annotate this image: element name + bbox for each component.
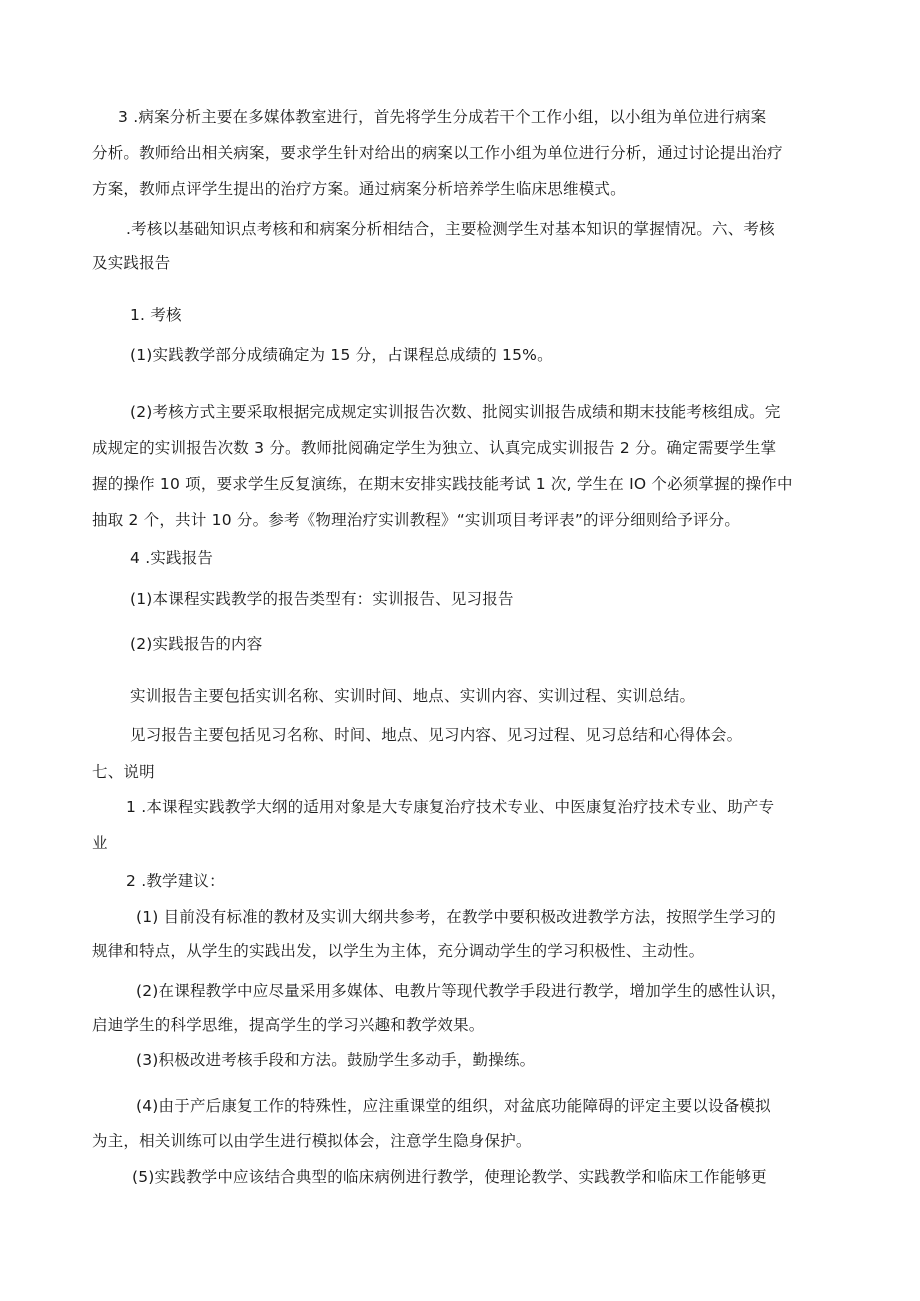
text-line: 为主，相关训练可以由学生进行模拟体会，注意学生隐身保护。 (92, 1132, 532, 1150)
heading-assessment: 1. 考核 (130, 306, 182, 324)
text-line: 业 (92, 834, 108, 852)
text-line: (2)在课程教学中应尽量采用多媒体、电教片等现代教学手段进行教学，增加学生的感性认识， (136, 982, 787, 1000)
text-line: 1 .本课程实践教学大纲的适用对象是大专康复治疗技术专业、中医康复治疗技术专业、助产专 (126, 798, 775, 816)
text-line: 及实践报告 (92, 254, 171, 272)
text-line: 规律和特点，从学生的实践出发，以学生为主体，充分调动学生的学习积极性、主动性。 (92, 942, 705, 960)
paragraph-suggestion-5: (5)实践教学中应该结合典型的临床病例进行教学，使理论教学、实践教学和临床工作能够更 (132, 1168, 767, 1186)
text-line: 3 .病案分析主要在多媒体教室进行，首先将学生分成若干个工作小组，以小组为单位进行病案 (118, 108, 767, 126)
text-line: 分析。教师给出相关病案，要求学生针对给出的病案以工作小组为单位进行分析，通过讨论提出治疗 (92, 144, 783, 162)
paragraph-report-types: (1)本课程实践教学的报告类型有：实训报告、见习报告 (130, 590, 514, 608)
heading-suggestions: 2 .教学建议： (126, 872, 225, 890)
paragraph-suggestion-3: (3)积极改进考核手段和方法。鼓励学生多动手，勤操练。 (136, 1051, 536, 1069)
paragraph-report-content: (2)实践报告的内容 (130, 635, 263, 653)
paragraph-score-ratio: (1)实践教学部分成绩确定为 15 分，占课程总成绩的 15%。 (130, 346, 553, 364)
paragraph-observation-report: 见习报告主要包括见习名称、时间、地点、见习内容、见习过程、见习总结和心得体会。 (130, 726, 743, 744)
text-line: (1) 目前没有标准的教材及实训大纲共参考，在教学中要积极改进教学方法，按照学生学习的 (136, 908, 776, 926)
text-line: (4)由于产后康复工作的特殊性，应注重课堂的组织，对盆底功能障碍的评定主要以设备模拟 (136, 1097, 771, 1115)
text-line: .考核以基础知识点考核和和病案分析相结合，主要检测学生对基本知识的掌握情况。六、考核 (126, 220, 775, 238)
heading-notes: 七、说明 (92, 763, 155, 781)
text-line: 抽取 2 个，共计 10 分。参考《物理治疗实训教程》“实训项目考评表”的评分细则给予评分。 (92, 511, 741, 529)
text-line: 握的操作 10 项，要求学生反复演练，在期末安排实践技能考试 1 次, 学生在 IO 个必须掌握的操作中 (92, 475, 793, 493)
text-line: 成规定的实训报告次数 3 分。教师批阅确定学生为独立、认真完成实训报告 2 分。确定需要学生掌 (92, 439, 777, 457)
paragraph-training-report: 实训报告主要包括实训名称、实训时间、地点、实训内容、实训过程、实训总结。 (130, 687, 696, 705)
text-line: 启迪学生的科学思维，提高学生的学习兴趣和教学效果。 (92, 1016, 485, 1034)
text-line: (2)考核方式主要采取根据完成规定实训报告次数、批阅实训报告成绩和期末技能考核组成。完 (130, 403, 781, 421)
heading-report: 4 .实践报告 (130, 549, 214, 567)
text-line: 方案，教师点评学生提出的治疗方案。通过病案分析培养学生临床思维模式。 (92, 180, 626, 198)
